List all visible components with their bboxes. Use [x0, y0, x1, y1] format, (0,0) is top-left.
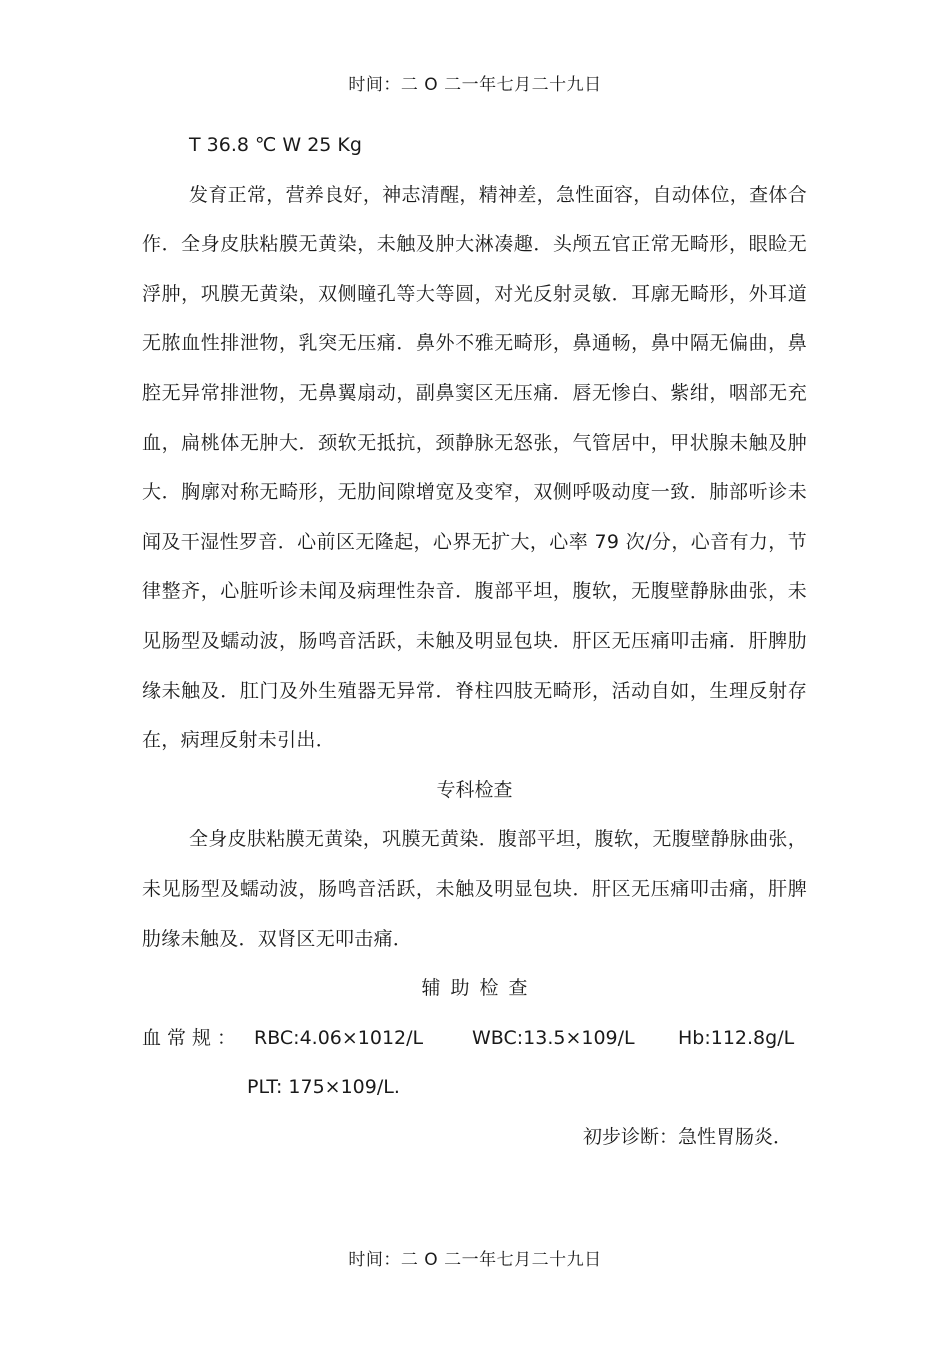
- hb-value: Hb:112.8g/L: [678, 1026, 795, 1049]
- medical-record-body: [142, 121, 807, 1162]
- auxiliary-exam-title: 辅助检查: [421, 977, 538, 1000]
- vitals-line: T 36.8 ℃ W 25 Kg: [189, 134, 362, 156]
- plt-value: PLT: 175×109/L.: [247, 1076, 400, 1099]
- preliminary-diagnosis: 初步诊断：急性胃肠炎．: [582, 1125, 792, 1148]
- blood-routine-row: [142, 1014, 807, 1064]
- specialty-exam-title: 专科检查: [436, 778, 513, 801]
- specialty-exam-paragraph: 全身皮肤粘膜无黄染，巩膜无黄染．腹部平坦，腹软，无腹壁静脉曲张，未见肠型及蠕动波，肠鸣音活跃，未触及明显包块．肝区无压痛叩击痛，肝脾肋缘未触及．双肾区无叩击痛．: [142, 828, 807, 950]
- page-header-date: 时间：二 O 二一年七月二十九日: [348, 75, 602, 95]
- blood-routine-label: 血常规：: [142, 1026, 243, 1049]
- wbc-value: WBC:13.5×109/L: [472, 1026, 635, 1049]
- rbc-value: RBC:4.06×1012/L: [254, 1026, 424, 1049]
- physical-exam-paragraph: 发育正常，营养良好，神志清醒，精神差，急性面容，自动体位，查体合作．全身皮肤粘膜无黄染，未触及肿大淋凑趣．头颅五官正常无畸形，眼睑无浮肿，巩膜无黄染，双侧瞳孔等大等圆，对光反射灵敏．耳廓无畸形，外耳道无脓血性排泄物，乳突无压痛．鼻外不雅无畸形，鼻通畅，鼻中隔无偏曲，鼻腔无异常排泄物，无鼻翼扇动，副鼻窦区无压痛．唇无惨白、紫绀，咽部无充血，扁桃体无肿大．颈软无抵抗，颈静脉无怒张，气管居中，甲状腺未触及肿大．胸廓对称无畸形，无肋间隙增宽及变窄，双侧呼吸动度一致．肺部听诊未闻及干湿性罗音．心前区无隆起，心界无扩大，心率 79 次/分，心音有力，节律整齐，心脏听诊未闻及病理性杂音．腹部平坦，腹软，无腹壁静脉曲张，未见肠型及蠕动波，肠鸣音活跃，未触及明显包块．肝区无压痛叩击痛．肝脾肋缘未触及．肛门及外生殖器无异常．脊柱四肢无畸形，活动自如，生理反射存在，病理反射未引出．: [142, 183, 807, 752]
- page-footer-date: 时间：二 O 二一年七月二十九日: [348, 1250, 602, 1270]
